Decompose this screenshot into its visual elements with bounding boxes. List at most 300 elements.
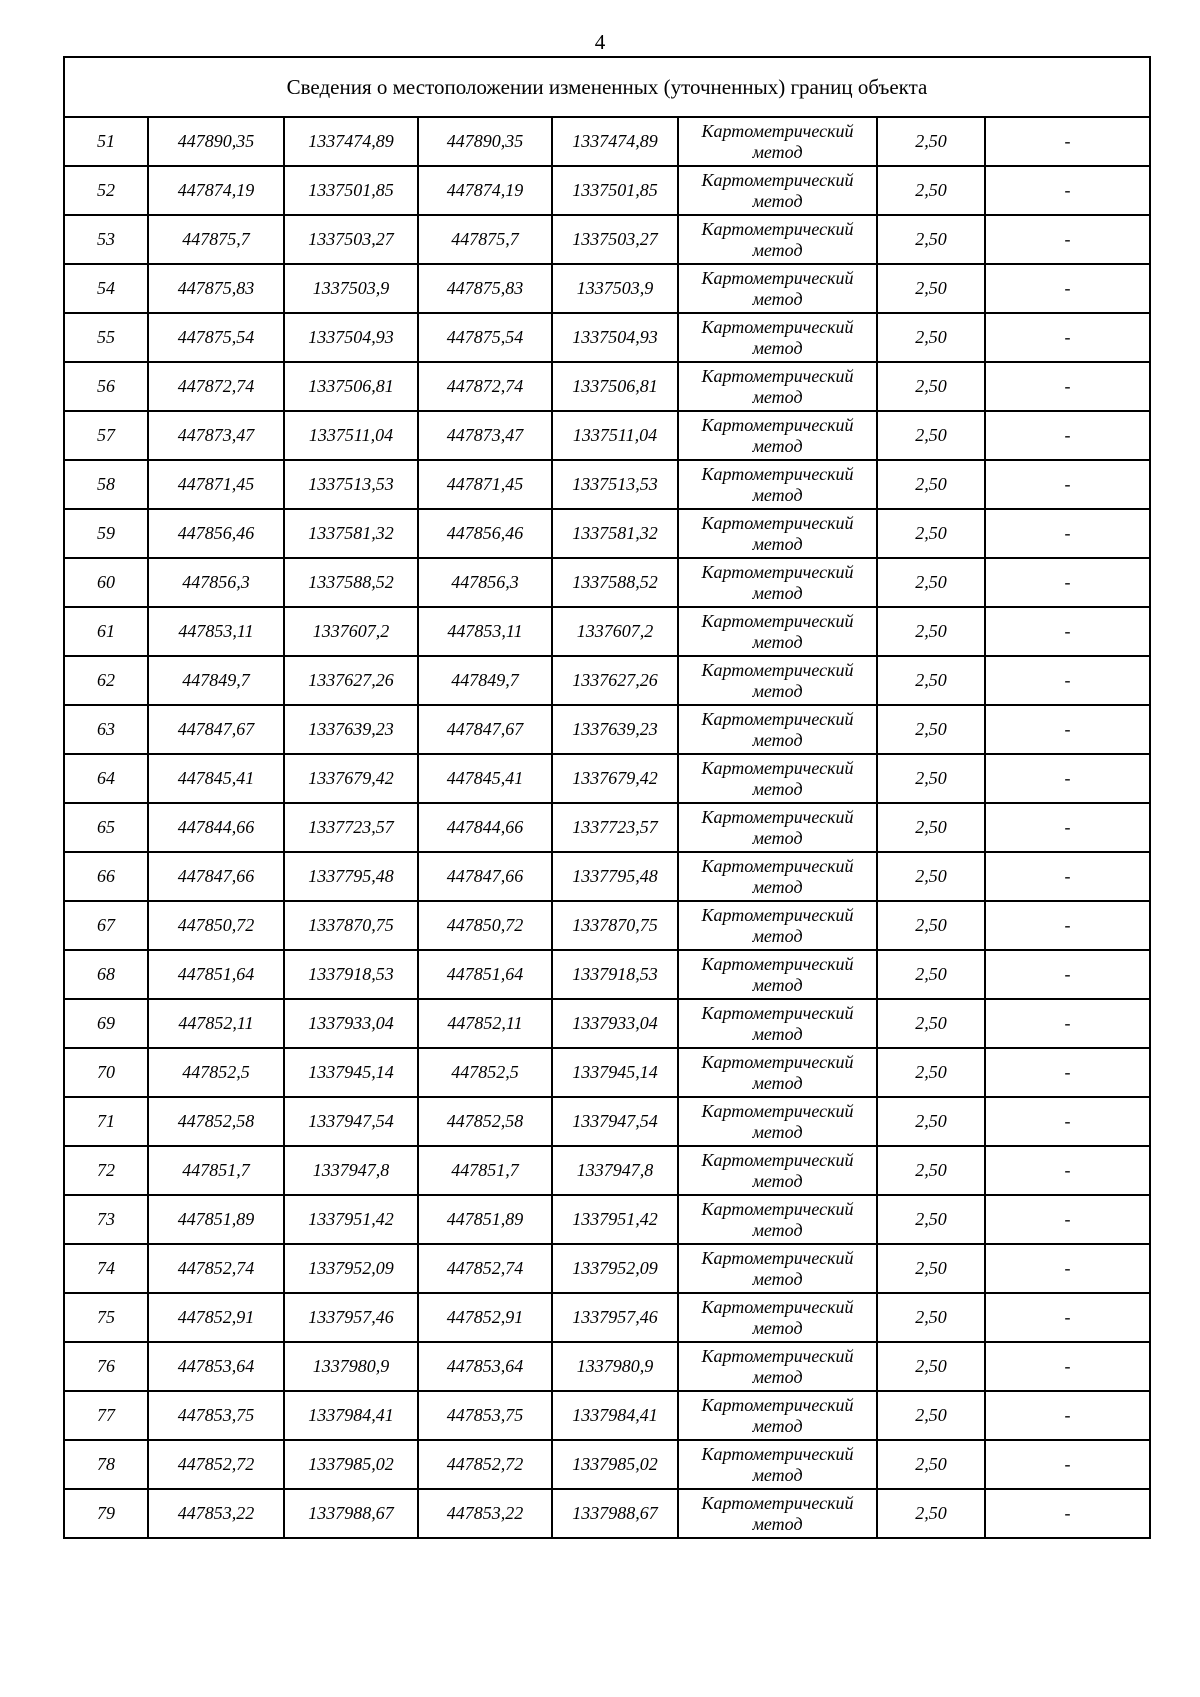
existing-y-cell: 1337679,42 xyxy=(284,754,418,803)
method-line-1: Картометрический xyxy=(701,512,854,533)
table-row xyxy=(64,656,1150,705)
method-line-1: Картометрический xyxy=(701,1247,854,1268)
existing-x-cell: 447845,41 xyxy=(148,754,284,803)
existing-y-cell: 1337984,41 xyxy=(284,1391,418,1440)
table-row xyxy=(64,509,1150,558)
method-cell xyxy=(678,166,877,215)
point-number-cell: 51 xyxy=(64,117,148,166)
table-row xyxy=(64,264,1150,313)
method-line-1: Картометрический xyxy=(701,1149,854,1170)
existing-y-cell: 1337506,81 xyxy=(284,362,418,411)
accuracy-cell: 2,50 xyxy=(877,607,985,656)
table-row xyxy=(64,852,1150,901)
refined-x-cell: 447851,89 xyxy=(418,1195,552,1244)
table-row xyxy=(64,215,1150,264)
existing-y-cell: 1337870,75 xyxy=(284,901,418,950)
method-line-2: метод xyxy=(752,386,803,407)
existing-y-cell: 1337513,53 xyxy=(284,460,418,509)
method-line-2: метод xyxy=(752,1268,803,1289)
point-number-cell: 61 xyxy=(64,607,148,656)
method-line-2: метод xyxy=(752,729,803,750)
point-number-cell: 77 xyxy=(64,1391,148,1440)
note-cell: - xyxy=(985,1440,1150,1489)
existing-x-cell: 447853,11 xyxy=(148,607,284,656)
method-line-2: метод xyxy=(752,1317,803,1338)
method-cell xyxy=(678,852,877,901)
method-line-1: Картометрический xyxy=(701,904,854,925)
table-title: Сведения о местоположении измененных (уточненных) границ объекта xyxy=(64,57,1150,117)
refined-x-cell: 447874,19 xyxy=(418,166,552,215)
accuracy-cell: 2,50 xyxy=(877,411,985,460)
table-row xyxy=(64,999,1150,1048)
refined-y-cell: 1337504,93 xyxy=(552,313,678,362)
table-row xyxy=(64,1293,1150,1342)
method-line-1: Картометрический xyxy=(701,1443,854,1464)
note-cell: - xyxy=(985,313,1150,362)
refined-y-cell: 1337952,09 xyxy=(552,1244,678,1293)
table-row xyxy=(64,705,1150,754)
method-line-2: метод xyxy=(752,1170,803,1191)
point-number-cell: 73 xyxy=(64,1195,148,1244)
refined-y-cell: 1337933,04 xyxy=(552,999,678,1048)
note-cell: - xyxy=(985,509,1150,558)
method-cell xyxy=(678,1391,877,1440)
page-number: 4 xyxy=(594,30,606,54)
method-cell xyxy=(678,411,877,460)
method-line-1: Картометрический xyxy=(701,659,854,680)
table-title-row xyxy=(64,57,1150,117)
note-cell: - xyxy=(985,999,1150,1048)
existing-y-cell: 1337980,9 xyxy=(284,1342,418,1391)
accuracy-cell: 2,50 xyxy=(877,558,985,607)
note-cell: - xyxy=(985,901,1150,950)
method-line-2: метод xyxy=(752,974,803,995)
method-line-1: Картометрический xyxy=(701,708,854,729)
existing-x-cell: 447890,35 xyxy=(148,117,284,166)
point-number-cell: 72 xyxy=(64,1146,148,1195)
existing-x-cell: 447856,46 xyxy=(148,509,284,558)
accuracy-cell: 2,50 xyxy=(877,1048,985,1097)
existing-x-cell: 447847,67 xyxy=(148,705,284,754)
table-row xyxy=(64,1440,1150,1489)
existing-x-cell: 447875,7 xyxy=(148,215,284,264)
note-cell: - xyxy=(985,460,1150,509)
refined-x-cell: 447872,74 xyxy=(418,362,552,411)
note-cell: - xyxy=(985,1097,1150,1146)
accuracy-cell: 2,50 xyxy=(877,656,985,705)
refined-y-cell: 1337723,57 xyxy=(552,803,678,852)
method-cell xyxy=(678,1146,877,1195)
refined-x-cell: 447849,7 xyxy=(418,656,552,705)
method-line-2: метод xyxy=(752,876,803,897)
note-cell: - xyxy=(985,558,1150,607)
refined-y-cell: 1337474,89 xyxy=(552,117,678,166)
point-number-cell: 55 xyxy=(64,313,148,362)
existing-x-cell: 447853,75 xyxy=(148,1391,284,1440)
boundary-coordinates-table xyxy=(63,56,1151,1539)
note-cell: - xyxy=(985,1342,1150,1391)
method-line-2: метод xyxy=(752,288,803,309)
refined-x-cell: 447875,7 xyxy=(418,215,552,264)
method-line-1: Картометрический xyxy=(701,561,854,582)
existing-x-cell: 447852,58 xyxy=(148,1097,284,1146)
note-cell: - xyxy=(985,1195,1150,1244)
method-cell xyxy=(678,1293,877,1342)
existing-y-cell: 1337723,57 xyxy=(284,803,418,852)
method-cell xyxy=(678,705,877,754)
existing-x-cell: 447851,64 xyxy=(148,950,284,999)
method-line-1: Картометрический xyxy=(701,806,854,827)
accuracy-cell: 2,50 xyxy=(877,1489,985,1538)
point-number-cell: 78 xyxy=(64,1440,148,1489)
accuracy-cell: 2,50 xyxy=(877,950,985,999)
method-line-1: Картометрический xyxy=(701,1051,854,1072)
accuracy-cell: 2,50 xyxy=(877,264,985,313)
method-line-2: метод xyxy=(752,239,803,260)
accuracy-cell: 2,50 xyxy=(877,1440,985,1489)
note-cell: - xyxy=(985,607,1150,656)
accuracy-cell: 2,50 xyxy=(877,1146,985,1195)
method-line-1: Картометрический xyxy=(701,1296,854,1317)
method-cell xyxy=(678,656,877,705)
table-row xyxy=(64,1489,1150,1538)
refined-x-cell: 447853,75 xyxy=(418,1391,552,1440)
point-number-cell: 69 xyxy=(64,999,148,1048)
refined-x-cell: 447844,66 xyxy=(418,803,552,852)
refined-y-cell: 1337581,32 xyxy=(552,509,678,558)
method-line-2: метод xyxy=(752,631,803,652)
existing-x-cell: 447851,7 xyxy=(148,1146,284,1195)
refined-y-cell: 1337513,53 xyxy=(552,460,678,509)
note-cell: - xyxy=(985,166,1150,215)
refined-x-cell: 447871,45 xyxy=(418,460,552,509)
method-cell xyxy=(678,999,877,1048)
note-cell: - xyxy=(985,754,1150,803)
table-row xyxy=(64,901,1150,950)
note-cell: - xyxy=(985,411,1150,460)
refined-x-cell: 447852,5 xyxy=(418,1048,552,1097)
method-line-1: Картометрический xyxy=(701,1198,854,1219)
existing-y-cell: 1337504,93 xyxy=(284,313,418,362)
method-cell xyxy=(678,509,877,558)
note-cell: - xyxy=(985,950,1150,999)
accuracy-cell: 2,50 xyxy=(877,509,985,558)
refined-y-cell: 1337588,52 xyxy=(552,558,678,607)
existing-x-cell: 447844,66 xyxy=(148,803,284,852)
method-cell xyxy=(678,215,877,264)
existing-y-cell: 1337947,8 xyxy=(284,1146,418,1195)
table-row xyxy=(64,1391,1150,1440)
method-cell xyxy=(678,901,877,950)
accuracy-cell: 2,50 xyxy=(877,803,985,852)
method-cell xyxy=(678,950,877,999)
refined-x-cell: 447873,47 xyxy=(418,411,552,460)
method-line-1: Картометрический xyxy=(701,1002,854,1023)
existing-y-cell: 1337951,42 xyxy=(284,1195,418,1244)
method-line-2: метод xyxy=(752,190,803,211)
existing-y-cell: 1337918,53 xyxy=(284,950,418,999)
accuracy-cell: 2,50 xyxy=(877,166,985,215)
method-cell xyxy=(678,1440,877,1489)
note-cell: - xyxy=(985,117,1150,166)
existing-y-cell: 1337988,67 xyxy=(284,1489,418,1538)
refined-x-cell: 447852,74 xyxy=(418,1244,552,1293)
refined-y-cell: 1337795,48 xyxy=(552,852,678,901)
existing-y-cell: 1337607,2 xyxy=(284,607,418,656)
table-row xyxy=(64,1342,1150,1391)
table-row xyxy=(64,1097,1150,1146)
method-line-1: Картометрический xyxy=(701,218,854,239)
existing-y-cell: 1337957,46 xyxy=(284,1293,418,1342)
point-number-cell: 62 xyxy=(64,656,148,705)
existing-x-cell: 447873,47 xyxy=(148,411,284,460)
point-number-cell: 58 xyxy=(64,460,148,509)
table-row xyxy=(64,950,1150,999)
note-cell: - xyxy=(985,215,1150,264)
note-cell: - xyxy=(985,1244,1150,1293)
accuracy-cell: 2,50 xyxy=(877,1342,985,1391)
accuracy-cell: 2,50 xyxy=(877,313,985,362)
point-number-cell: 60 xyxy=(64,558,148,607)
refined-y-cell: 1337503,9 xyxy=(552,264,678,313)
method-line-1: Картометрический xyxy=(701,414,854,435)
refined-x-cell: 447875,54 xyxy=(418,313,552,362)
accuracy-cell: 2,50 xyxy=(877,1244,985,1293)
point-number-cell: 74 xyxy=(64,1244,148,1293)
refined-x-cell: 447853,64 xyxy=(418,1342,552,1391)
table-row xyxy=(64,754,1150,803)
method-line-1: Картометрический xyxy=(701,365,854,386)
method-line-2: метод xyxy=(752,1415,803,1436)
method-line-2: метод xyxy=(752,337,803,358)
method-line-2: метод xyxy=(752,778,803,799)
refined-y-cell: 1337957,46 xyxy=(552,1293,678,1342)
method-line-1: Картометрический xyxy=(701,1100,854,1121)
point-number-cell: 68 xyxy=(64,950,148,999)
table-row xyxy=(64,460,1150,509)
table-row xyxy=(64,117,1150,166)
method-cell xyxy=(678,607,877,656)
note-cell: - xyxy=(985,1293,1150,1342)
table-row xyxy=(64,607,1150,656)
point-number-cell: 54 xyxy=(64,264,148,313)
method-line-2: метод xyxy=(752,582,803,603)
point-number-cell: 57 xyxy=(64,411,148,460)
method-line-2: метод xyxy=(752,1219,803,1240)
refined-x-cell: 447875,83 xyxy=(418,264,552,313)
method-line-1: Картометрический xyxy=(701,1394,854,1415)
existing-x-cell: 447850,72 xyxy=(148,901,284,950)
existing-y-cell: 1337501,85 xyxy=(284,166,418,215)
existing-y-cell: 1337503,9 xyxy=(284,264,418,313)
existing-x-cell: 447872,74 xyxy=(148,362,284,411)
refined-x-cell: 447845,41 xyxy=(418,754,552,803)
method-cell xyxy=(678,1244,877,1293)
existing-x-cell: 447852,5 xyxy=(148,1048,284,1097)
table-row xyxy=(64,1244,1150,1293)
method-cell xyxy=(678,117,877,166)
existing-x-cell: 447847,66 xyxy=(148,852,284,901)
existing-y-cell: 1337947,54 xyxy=(284,1097,418,1146)
method-line-1: Картометрический xyxy=(701,120,854,141)
refined-y-cell: 1337607,2 xyxy=(552,607,678,656)
note-cell: - xyxy=(985,1048,1150,1097)
accuracy-cell: 2,50 xyxy=(877,1097,985,1146)
existing-x-cell: 447852,72 xyxy=(148,1440,284,1489)
accuracy-cell: 2,50 xyxy=(877,901,985,950)
accuracy-cell: 2,50 xyxy=(877,852,985,901)
note-cell: - xyxy=(985,852,1150,901)
table-row xyxy=(64,313,1150,362)
existing-y-cell: 1337627,26 xyxy=(284,656,418,705)
existing-x-cell: 447875,83 xyxy=(148,264,284,313)
point-number-cell: 65 xyxy=(64,803,148,852)
method-line-2: метод xyxy=(752,141,803,162)
method-line-1: Картометрический xyxy=(701,610,854,631)
method-line-1: Картометрический xyxy=(701,1345,854,1366)
refined-x-cell: 447856,3 xyxy=(418,558,552,607)
note-cell: - xyxy=(985,1489,1150,1538)
refined-y-cell: 1337627,26 xyxy=(552,656,678,705)
method-line-1: Картометрический xyxy=(701,267,854,288)
point-number-cell: 52 xyxy=(64,166,148,215)
existing-y-cell: 1337581,32 xyxy=(284,509,418,558)
refined-y-cell: 1337506,81 xyxy=(552,362,678,411)
point-number-cell: 67 xyxy=(64,901,148,950)
refined-y-cell: 1337639,23 xyxy=(552,705,678,754)
existing-y-cell: 1337945,14 xyxy=(284,1048,418,1097)
method-cell xyxy=(678,1195,877,1244)
existing-y-cell: 1337503,27 xyxy=(284,215,418,264)
refined-x-cell: 447890,35 xyxy=(418,117,552,166)
refined-y-cell: 1337945,14 xyxy=(552,1048,678,1097)
refined-y-cell: 1337988,67 xyxy=(552,1489,678,1538)
note-cell: - xyxy=(985,1146,1150,1195)
note-cell: - xyxy=(985,264,1150,313)
point-number-cell: 66 xyxy=(64,852,148,901)
refined-x-cell: 447850,72 xyxy=(418,901,552,950)
existing-y-cell: 1337952,09 xyxy=(284,1244,418,1293)
method-cell xyxy=(678,1489,877,1538)
existing-x-cell: 447851,89 xyxy=(148,1195,284,1244)
method-line-2: метод xyxy=(752,1366,803,1387)
refined-y-cell: 1337947,8 xyxy=(552,1146,678,1195)
existing-x-cell: 447871,45 xyxy=(148,460,284,509)
refined-x-cell: 447853,11 xyxy=(418,607,552,656)
accuracy-cell: 2,50 xyxy=(877,1195,985,1244)
point-number-cell: 75 xyxy=(64,1293,148,1342)
note-cell: - xyxy=(985,362,1150,411)
note-cell: - xyxy=(985,656,1150,705)
accuracy-cell: 2,50 xyxy=(877,754,985,803)
method-cell xyxy=(678,264,877,313)
refined-y-cell: 1337951,42 xyxy=(552,1195,678,1244)
method-cell xyxy=(678,460,877,509)
point-number-cell: 64 xyxy=(64,754,148,803)
method-line-2: метод xyxy=(752,533,803,554)
refined-x-cell: 447852,91 xyxy=(418,1293,552,1342)
point-number-cell: 79 xyxy=(64,1489,148,1538)
accuracy-cell: 2,50 xyxy=(877,1293,985,1342)
refined-y-cell: 1337679,42 xyxy=(552,754,678,803)
table-row xyxy=(64,803,1150,852)
method-line-1: Картометрический xyxy=(701,169,854,190)
existing-x-cell: 447856,3 xyxy=(148,558,284,607)
method-cell xyxy=(678,754,877,803)
method-line-2: метод xyxy=(752,1464,803,1485)
accuracy-cell: 2,50 xyxy=(877,362,985,411)
method-line-1: Картометрический xyxy=(701,1492,854,1513)
note-cell: - xyxy=(985,705,1150,754)
accuracy-cell: 2,50 xyxy=(877,117,985,166)
table-row xyxy=(64,1195,1150,1244)
refined-x-cell: 447852,72 xyxy=(418,1440,552,1489)
existing-x-cell: 447875,54 xyxy=(148,313,284,362)
existing-y-cell: 1337588,52 xyxy=(284,558,418,607)
method-line-2: метод xyxy=(752,435,803,456)
method-line-1: Картометрический xyxy=(701,463,854,484)
existing-x-cell: 447853,22 xyxy=(148,1489,284,1538)
table-row xyxy=(64,1146,1150,1195)
existing-y-cell: 1337474,89 xyxy=(284,117,418,166)
refined-y-cell: 1337980,9 xyxy=(552,1342,678,1391)
refined-y-cell: 1337918,53 xyxy=(552,950,678,999)
accuracy-cell: 2,50 xyxy=(877,705,985,754)
method-line-2: метод xyxy=(752,1072,803,1093)
method-cell xyxy=(678,313,877,362)
existing-x-cell: 447852,91 xyxy=(148,1293,284,1342)
refined-x-cell: 447847,66 xyxy=(418,852,552,901)
method-cell xyxy=(678,558,877,607)
method-line-2: метод xyxy=(752,680,803,701)
existing-x-cell: 447852,11 xyxy=(148,999,284,1048)
method-line-2: метод xyxy=(752,925,803,946)
method-cell xyxy=(678,803,877,852)
accuracy-cell: 2,50 xyxy=(877,1391,985,1440)
point-number-cell: 59 xyxy=(64,509,148,558)
refined-x-cell: 447852,58 xyxy=(418,1097,552,1146)
method-line-2: метод xyxy=(752,1513,803,1534)
existing-x-cell: 447853,64 xyxy=(148,1342,284,1391)
note-cell: - xyxy=(985,803,1150,852)
method-line-2: метод xyxy=(752,827,803,848)
refined-y-cell: 1337870,75 xyxy=(552,901,678,950)
point-number-cell: 71 xyxy=(64,1097,148,1146)
existing-x-cell: 447874,19 xyxy=(148,166,284,215)
refined-x-cell: 447856,46 xyxy=(418,509,552,558)
existing-y-cell: 1337511,04 xyxy=(284,411,418,460)
method-line-2: метод xyxy=(752,484,803,505)
method-line-1: Картометрический xyxy=(701,953,854,974)
refined-y-cell: 1337501,85 xyxy=(552,166,678,215)
refined-y-cell: 1337503,27 xyxy=(552,215,678,264)
method-line-1: Картометрический xyxy=(701,757,854,778)
table-row xyxy=(64,1048,1150,1097)
method-cell xyxy=(678,1097,877,1146)
existing-y-cell: 1337985,02 xyxy=(284,1440,418,1489)
refined-y-cell: 1337985,02 xyxy=(552,1440,678,1489)
method-cell xyxy=(678,1342,877,1391)
refined-y-cell: 1337511,04 xyxy=(552,411,678,460)
refined-x-cell: 447851,64 xyxy=(418,950,552,999)
refined-x-cell: 447852,11 xyxy=(418,999,552,1048)
refined-y-cell: 1337984,41 xyxy=(552,1391,678,1440)
refined-x-cell: 447847,67 xyxy=(418,705,552,754)
method-line-1: Картометрический xyxy=(701,855,854,876)
method-cell xyxy=(678,362,877,411)
note-cell: - xyxy=(985,1391,1150,1440)
method-cell xyxy=(678,1048,877,1097)
